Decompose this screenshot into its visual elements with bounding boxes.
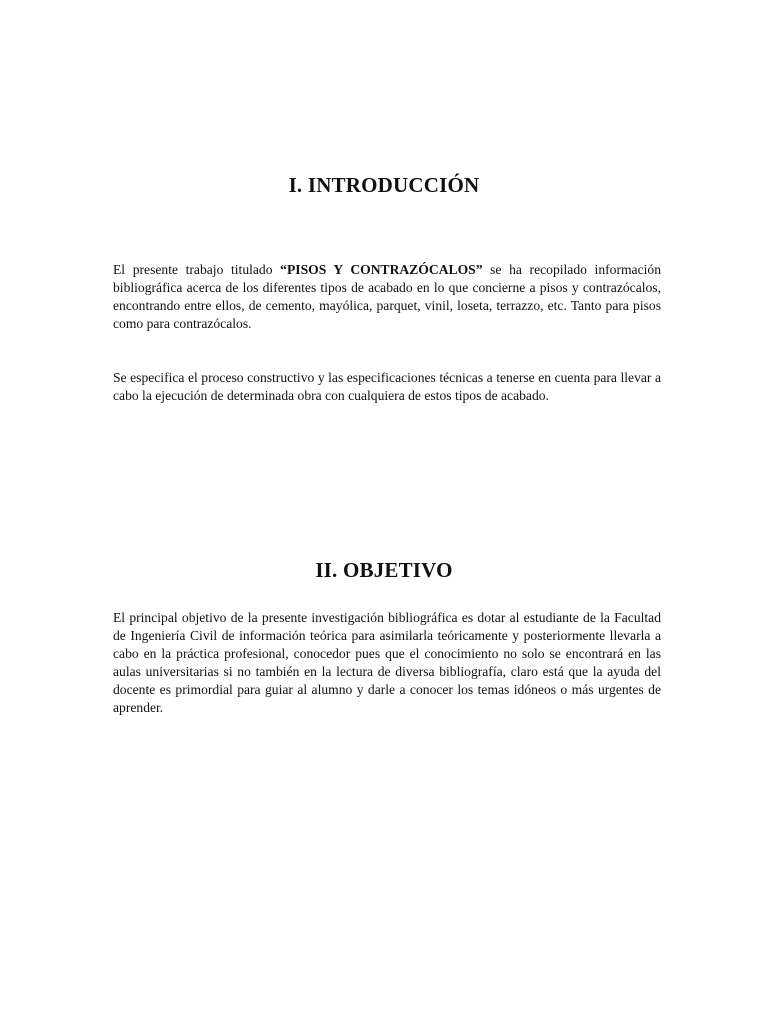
section-heading-introduccion: I. INTRODUCCIÓN bbox=[288, 173, 480, 197]
introduccion-paragraph-1 bbox=[113, 261, 661, 333]
section-heading-objetivo: II. OBJETIVO bbox=[315, 558, 453, 582]
objetivo-paragraph: El principal objetivo de la presente investigación bibliográfica es dotar al estudiante de la Facultad de Ingeniería Civil de información teórica para asimilarla teóricamente y posteriormente llevarla a cabo en la práctica profesional, conocedor pues que el conocimiento no solo se encontrará en las aulas universitarias si no también en la lectura de diversa bibliografía, claro está que la ayuda del docente es primordial para guiar al alumno y darle a conocer los temas idóneos o más urgentes de aprender. bbox=[113, 610, 661, 715]
introduccion-paragraph-1-before: El presente trabajo titulado bbox=[113, 262, 281, 277]
introduccion-paragraph-1-after: se ha recopilado información bibliográfica acerca de los diferentes tipos de acabado en lo que concierne a pisos y contrazócalos, encontrando entre ellos, de cemento, mayólica, parquet, vinil, loseta, terrazzo, etc. Tanto para pisos como para contrazócalos. bbox=[113, 262, 661, 331]
document-title-highlight: “PISOS Y CONTRAZÓCALOS” bbox=[280, 262, 483, 277]
introduccion-paragraph-2: Se especifica el proceso constructivo y las especificaciones técnicas a tenerse en cuenta para llevar a cabo la ejecución de determinada obra con cualquiera de estos tipos de acabado. bbox=[113, 370, 661, 403]
